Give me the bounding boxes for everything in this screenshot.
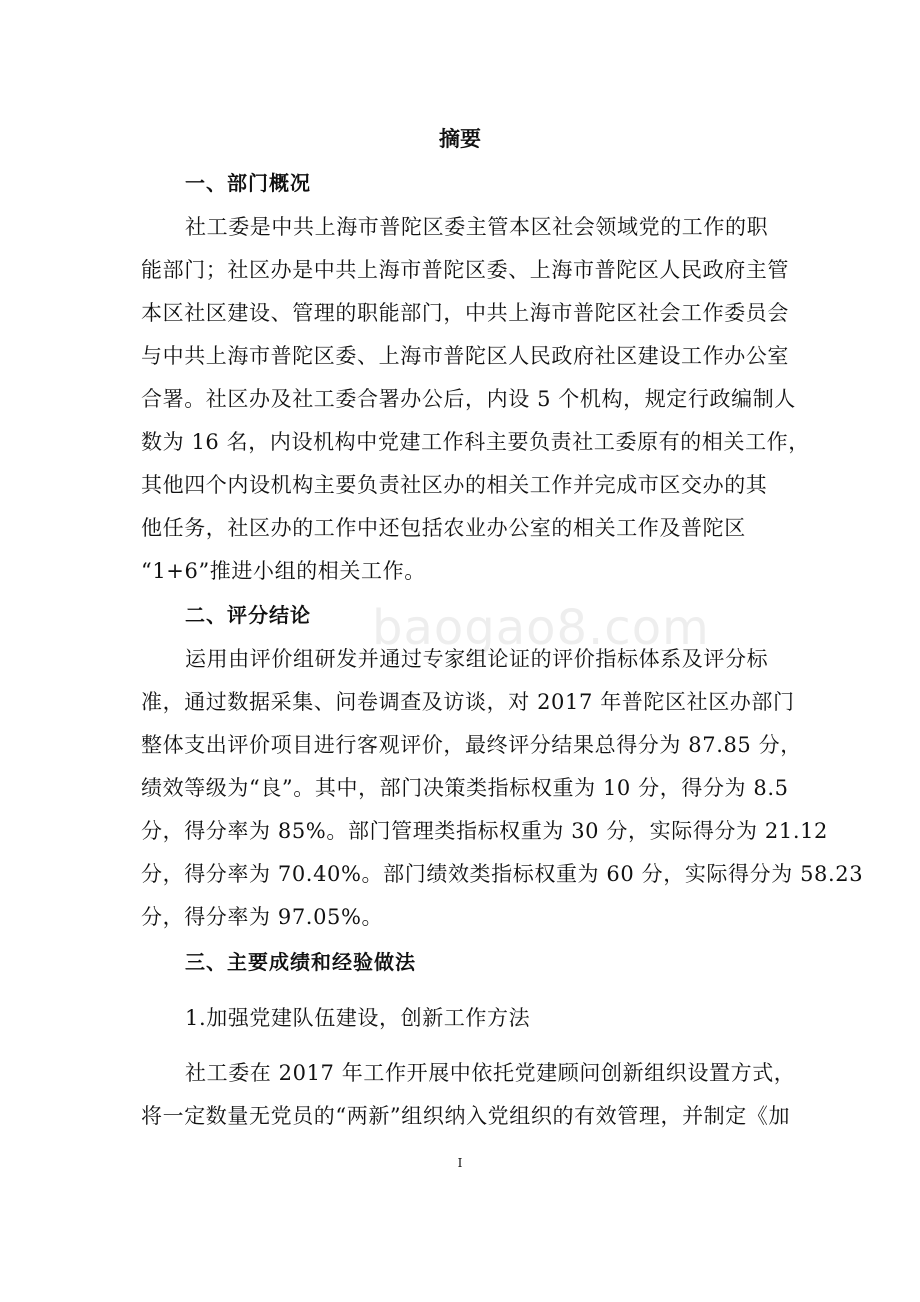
paragraph-line: 准，通过数据采集、问卷调查及访谈，对 2017 年普陀区社区办部门	[141, 690, 795, 714]
paragraph-line: 社工委是中共上海市普陀区委主管本区社会领域党的工作的职	[185, 215, 769, 239]
page-number: I	[457, 1156, 463, 1170]
paragraph-line: 分，得分率为 97.05%。	[141, 905, 384, 929]
paragraph-line: 分，得分率为 70.40%。部门绩效类指标权重为 60 分，实际得分为 58.23	[141, 862, 864, 886]
paragraph-line: 绩效等级为“良”。其中，部门决策类指标权重为 10 分，得分为 8.5	[141, 776, 789, 800]
paragraph-line: “1+6”推进小组的相关工作。	[141, 559, 426, 583]
paragraph-line: 其他四个内设机构主要负责社区办的相关工作并完成市区交办的其	[141, 473, 768, 497]
paragraph-line: 本区社区建设、管理的职能部门，中共上海市普陀区社会工作委员会	[141, 301, 789, 325]
section-heading-1: 一、部门概况	[185, 171, 311, 195]
paragraph-line: 合署。社区办及社工委合署办公后，内设 5 个机构，规定行政编制人	[141, 387, 796, 411]
subheading: 1.加强党建队伍建设，创新工作方法	[185, 1006, 531, 1030]
watermark: baogao8.com	[372, 600, 710, 656]
paragraph-line: 社工委在 2017 年工作开展中依托党建顾问创新组织设置方式，	[185, 1061, 796, 1085]
page-title: 摘要	[439, 127, 481, 151]
paragraph-line: 与中共上海市普陀区委、上海市普陀区人民政府社区建设工作办公室	[141, 344, 789, 368]
section-heading-2: 二、评分结论	[185, 603, 311, 627]
section-heading-3: 三、主要成绩和经验做法	[185, 950, 416, 974]
paragraph-line: 运用由评价组研发并通过专家组论证的评价指标体系及评分标	[185, 647, 769, 671]
paragraph-line: 他任务，社区办的工作中还包括农业办公室的相关工作及普陀区	[141, 516, 746, 540]
paragraph-line: 整体支出评价项目进行客观评价，最终评分结果总得分为 87.85 分，	[141, 733, 802, 757]
paragraph-line: 能部门；社区办是中共上海市普陀区委、上海市普陀区人民政府主管	[141, 258, 789, 282]
paragraph-line: 分，得分率为 85%。部门管理类指标权重为 30 分，实际得分为 21.12	[141, 819, 829, 843]
paragraph-line: 将一定数量无党员的“两新”组织纳入党组织的有效管理，并制定《加	[141, 1104, 791, 1128]
paragraph-line: 数为 16 名，内设机构中党建工作科主要负责社工委原有的相关工作，	[141, 430, 810, 454]
